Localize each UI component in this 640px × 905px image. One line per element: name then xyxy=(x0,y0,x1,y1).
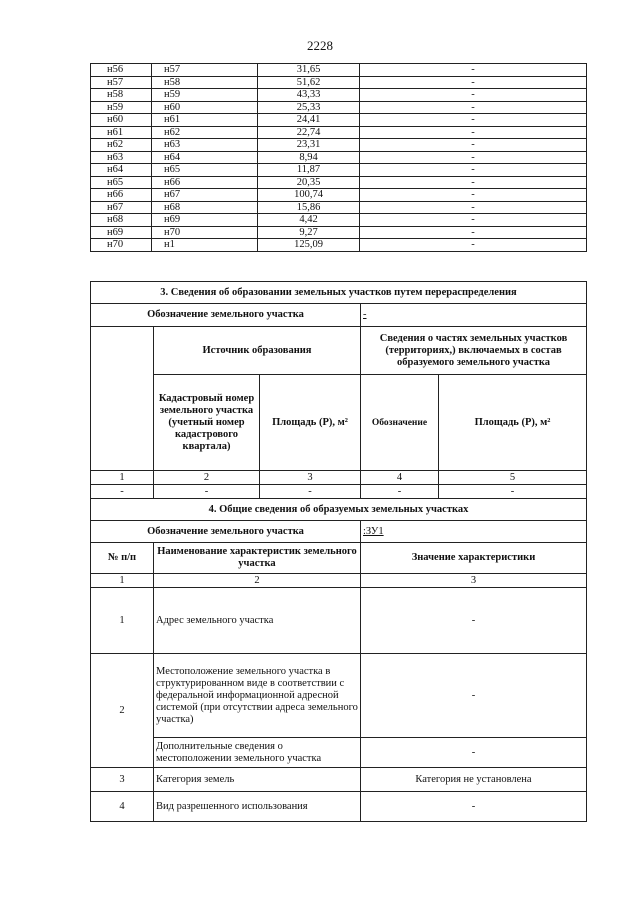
section3-blank-cell xyxy=(91,327,154,471)
note-value: - xyxy=(360,114,587,127)
point-to: н69 xyxy=(152,214,258,227)
distance-value: 8,94 xyxy=(258,151,360,164)
table-row xyxy=(91,151,587,164)
characteristic-name: Категория земель xyxy=(154,768,361,792)
point-from: н59 xyxy=(91,101,152,114)
table-row xyxy=(91,239,587,252)
distance-value: 25,33 xyxy=(258,101,360,114)
sections-table xyxy=(90,281,587,822)
table-row xyxy=(91,126,587,139)
col-num: 2 xyxy=(154,471,260,485)
table-row xyxy=(91,214,587,227)
point-from: н57 xyxy=(91,76,152,89)
distance-value: 51,62 xyxy=(258,76,360,89)
table-row xyxy=(91,89,587,102)
point-to: н58 xyxy=(152,76,258,89)
point-from: н65 xyxy=(91,176,152,189)
table-row xyxy=(91,101,587,114)
point-from: н63 xyxy=(91,151,152,164)
row-number: 4 xyxy=(91,792,154,822)
point-to: н59 xyxy=(152,89,258,102)
point-from: н67 xyxy=(91,201,152,214)
distance-value: 15,86 xyxy=(258,201,360,214)
characteristic-value: - xyxy=(361,738,587,768)
section3-value: - xyxy=(154,485,260,499)
col-name-header: Наименование характеристик земельного участка xyxy=(154,543,361,574)
table-row xyxy=(91,114,587,127)
characteristic-name: Местоположение земельного участка в структурированном виде в соответствии с федеральной информационной адресной системой (при отсутствии адреса земельного участка) xyxy=(154,654,361,738)
section3-value: - xyxy=(260,485,361,499)
source-header: Источник образования xyxy=(154,327,361,375)
characteristic-value: - xyxy=(361,792,587,822)
distance-value: 4,42 xyxy=(258,214,360,227)
point-from: н62 xyxy=(91,139,152,152)
parts-header: Сведения о частях земельных участков (территориях,) включаемых в состав образуемого земельного участка xyxy=(361,327,587,375)
note-value: - xyxy=(360,89,587,102)
distance-value: 23,31 xyxy=(258,139,360,152)
distance-value: 11,87 xyxy=(258,164,360,177)
page-number: 2228 xyxy=(307,38,333,53)
section4-title: 4. Общие сведения об образуемых земельных участках xyxy=(91,499,587,521)
point-from: н69 xyxy=(91,226,152,239)
note-value: - xyxy=(360,64,587,77)
cadastral-header: Кадастровый номер земельного участка (учетный номер кадастрового квартала) xyxy=(154,375,260,471)
point-to: н1 xyxy=(152,239,258,252)
characteristic-name: Дополнительные сведения о местоположении земельного участка xyxy=(154,738,361,768)
section3-designation-value: - xyxy=(361,304,587,327)
boundary-points-table xyxy=(90,63,587,252)
point-to: н60 xyxy=(152,101,258,114)
point-to: н65 xyxy=(152,164,258,177)
table-row xyxy=(91,226,587,239)
note-value: - xyxy=(360,76,587,89)
section3-value: - xyxy=(361,485,439,499)
distance-value: 20,35 xyxy=(258,176,360,189)
col-num: 1 xyxy=(91,471,154,485)
characteristic-name: Адрес земельного участка xyxy=(154,588,361,654)
area-header: Площадь (Р), м² xyxy=(260,375,361,471)
distance-value: 24,41 xyxy=(258,114,360,127)
distance-value: 9,27 xyxy=(258,226,360,239)
table-row xyxy=(91,201,587,214)
section4-designation-label: Обозначение земельного участка xyxy=(91,521,361,543)
section3-designation-label: Обозначение земельного участка xyxy=(91,304,361,327)
point-to: н66 xyxy=(152,176,258,189)
section3-title: 3. Сведения об образовании земельных участков путем перераспределения xyxy=(91,282,587,304)
note-value: - xyxy=(360,226,587,239)
characteristic-value: Категория не установлена xyxy=(361,768,587,792)
point-to: н70 xyxy=(152,226,258,239)
col-num: 3 xyxy=(260,471,361,485)
col-value-header: Значение характеристики xyxy=(361,543,587,574)
col-num: 5 xyxy=(439,471,587,485)
col-num-header: № п/п xyxy=(91,543,154,574)
designation-header: Обозначение xyxy=(361,375,439,471)
note-value: - xyxy=(360,139,587,152)
table-row xyxy=(91,76,587,89)
note-value: - xyxy=(360,126,587,139)
section4-designation-value: :ЗУ1 xyxy=(361,521,587,543)
table-row xyxy=(91,164,587,177)
col-num: 4 xyxy=(361,471,439,485)
table-row xyxy=(91,176,587,189)
row-number: 1 xyxy=(91,588,154,654)
note-value: - xyxy=(360,239,587,252)
col-num: 1 xyxy=(91,574,154,588)
point-from: н58 xyxy=(91,89,152,102)
point-to: н61 xyxy=(152,114,258,127)
point-from: н66 xyxy=(91,189,152,202)
point-to: н68 xyxy=(152,201,258,214)
characteristic-value: - xyxy=(361,654,587,738)
characteristic-name: Вид разрешенного использования xyxy=(154,792,361,822)
col-num: 2 xyxy=(154,574,361,588)
point-to: н64 xyxy=(152,151,258,164)
area-header-2: Площадь (Р), м² xyxy=(439,375,587,471)
point-from: н70 xyxy=(91,239,152,252)
section3-value: - xyxy=(91,485,154,499)
note-value: - xyxy=(360,164,587,177)
note-value: - xyxy=(360,176,587,189)
col-num: 3 xyxy=(361,574,587,588)
distance-value: 31,65 xyxy=(258,64,360,77)
point-from: н64 xyxy=(91,164,152,177)
distance-value: 43,33 xyxy=(258,89,360,102)
note-value: - xyxy=(360,201,587,214)
row-number: 3 xyxy=(91,768,154,792)
distance-value: 125,09 xyxy=(258,239,360,252)
table-row xyxy=(91,64,587,77)
point-from: н68 xyxy=(91,214,152,227)
note-value: - xyxy=(360,151,587,164)
point-to: н62 xyxy=(152,126,258,139)
table-row xyxy=(91,189,587,202)
characteristic-value: - xyxy=(361,588,587,654)
point-from: н60 xyxy=(91,114,152,127)
point-to: н63 xyxy=(152,139,258,152)
note-value: - xyxy=(360,214,587,227)
point-to: н57 xyxy=(152,64,258,77)
note-value: - xyxy=(360,101,587,114)
section3-value: - xyxy=(439,485,587,499)
distance-value: 22,74 xyxy=(258,126,360,139)
note-value: - xyxy=(360,189,587,202)
point-from: н56 xyxy=(91,64,152,77)
table-row xyxy=(91,139,587,152)
row-number: 2 xyxy=(91,654,154,768)
distance-value: 100,74 xyxy=(258,189,360,202)
point-from: н61 xyxy=(91,126,152,139)
point-to: н67 xyxy=(152,189,258,202)
